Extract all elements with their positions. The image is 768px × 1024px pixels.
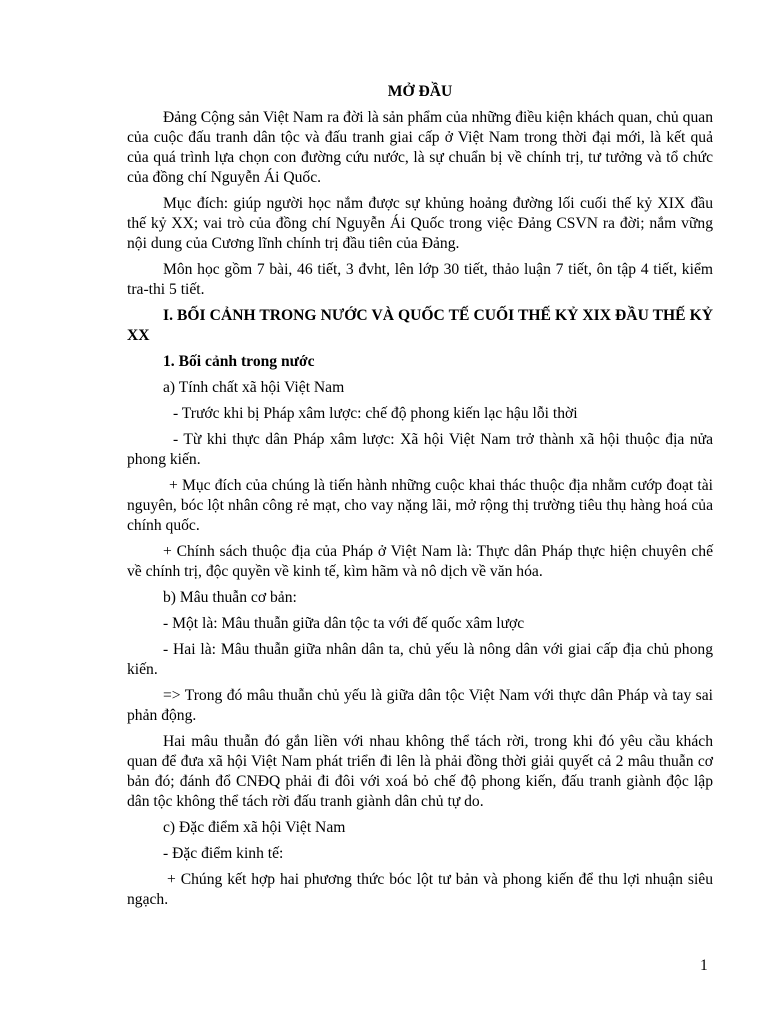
document-title: MỞ ĐẦU bbox=[387, 83, 453, 100]
paragraph-contradiction-2: - Hai là: Mâu thuẫn giữa nhân dân ta, chủ yếu là nông dân với giai cấp địa chủ phong kiến. bbox=[127, 641, 713, 678]
paragraph-exploitation: + Chúng kết hợp hai phương thức bóc lột tư bản và phong kiến để thu lợi nhuận siêu ngạch. bbox=[127, 871, 713, 908]
paragraph-c: c) Đặc điểm xã hội Việt Nam bbox=[163, 819, 346, 836]
paragraph-a: a) Tính chất xã hội Việt Nam bbox=[163, 379, 345, 396]
subsection-heading-1: 1. Bối cảnh trong nước bbox=[163, 353, 315, 370]
paragraph-purpose-colonial: + Mục đích của chúng là tiến hành những cuộc khai thác thuộc địa nhằm cướp đoạt tài nguyên, bóc lột nhân công rẻ mạt, cho vay nặng lãi, mở rộng thị trường tiêu thụ hàng hoá của chính quốc. bbox=[127, 477, 713, 534]
page-number: 1 bbox=[700, 957, 708, 974]
paragraph-two-contradictions: Hai mâu thuẫn đó gắn liền với nhau không thể tách rời, trong khi đó yêu cầu khách quan để đưa xã hội Việt Nam phát triển đi lên là phải đồng thời giải quyết cả 2 mâu thuẫn cơ bản đó; đánh đổ CNĐQ phải đi đôi với xoá bỏ chế độ phong kiến, đấu tranh giành độc lập dân tộc không thể tách rời đấu tranh giành dân chủ tự do. bbox=[127, 733, 713, 810]
paragraph-before-invasion: - Trước khi bị Pháp xâm lược: chế độ phong kiến lạc hậu lỗi thời bbox=[173, 405, 578, 422]
paragraph-b: b) Mâu thuẫn cơ bản: bbox=[163, 589, 297, 606]
paragraph-policy: + Chính sách thuộc địa của Pháp ở Việt Nam là: Thực dân Pháp thực hiện chuyên chế về chính trị, độc quyền về kinh tế, kìm hãm và nô dịch về văn hóa. bbox=[127, 543, 713, 580]
paragraph-economic: - Đặc điểm kinh tế: bbox=[163, 845, 284, 862]
paragraph-intro: Đảng Cộng sản Việt Nam ra đời là sản phẩm của những điều kiện khách quan, chủ quan của cuộc đấu tranh dân tộc và đấu tranh giai cấp ở Việt Nam trong thời đại mới, là kết quả của quá trình lựa chọn con đường cứu nước, là sự chuẩn bị về chính trị, tư tưởng và tổ chức của đồng chí Nguyễn Ái Quốc. bbox=[127, 109, 713, 186]
paragraph-main-contradiction: => Trong đó mâu thuẫn chủ yếu là giữa dân tộc Việt Nam với thực dân Pháp và tay sai phản động. bbox=[127, 687, 713, 724]
section-heading-1: I. BỐI CẢNH TRONG NƯỚC VÀ QUỐC TẾ CUỐI THẾ KỶ XIX ĐẦU THẾ KỶ XX bbox=[127, 307, 713, 344]
paragraph-contradiction-1: - Một là: Mâu thuẫn giữa dân tộc ta với đế quốc xâm lược bbox=[163, 615, 525, 632]
paragraph-purpose: Mục đích: giúp người học nắm được sự khủng hoảng đường lối cuối thế kỷ XIX đầu thế kỷ XX; vai trò của đồng chí Nguyễn Ái Quốc trong việc Đảng CSVN ra đời; nắm vững nội dung của Cương lĩnh chính trị đầu tiên của Đảng. bbox=[127, 195, 713, 252]
paragraph-course-info: Môn học gồm 7 bài, 46 tiết, 3 đvht, lên lớp 30 tiết, thảo luận 7 tiết, ôn tập 4 tiết, kiểm tra-thi 5 tiết. bbox=[127, 261, 713, 298]
document-page bbox=[127, 82, 713, 916]
paragraph-after-invasion: - Từ khi thực dân Pháp xâm lược: Xã hội Việt Nam trở thành xã hội thuộc địa nửa phong kiến. bbox=[127, 431, 713, 468]
